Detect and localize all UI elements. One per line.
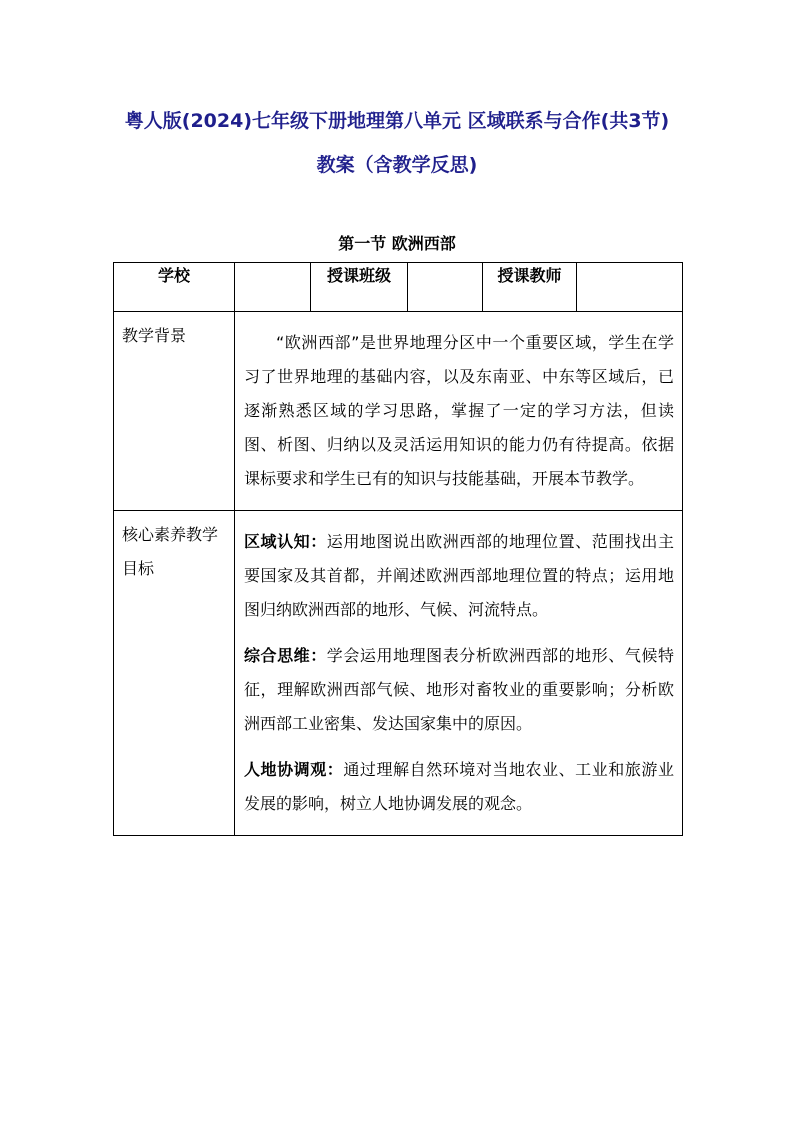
goal-heading: 区域认知： [244, 532, 327, 551]
document-title-line2: 教案（含教学反思) [316, 154, 478, 176]
goal-regional-cognition [244, 525, 674, 627]
goal-integrated-thinking [244, 639, 674, 741]
teacher-label: 授课教师 [483, 263, 577, 312]
goal-text: 通过理解自然环境对当地农业、工业和旅游业发展的影响，树立人地协调发展的观念。 [244, 760, 674, 813]
teacher-value [577, 263, 683, 312]
goals-label-cell [114, 511, 235, 836]
goals-row [114, 511, 683, 836]
goals-label: 核心素养教学目标 [122, 525, 219, 578]
goal-text: 学会运用地理图表分析欧洲西部的地形、气候特征，理解欧洲西部气候、地形对畜牧业的重要影响；分析欧洲西部工业密集、发达国家集中的原因。 [244, 646, 674, 733]
goal-heading: 人地协调观： [244, 760, 344, 779]
school-value [235, 263, 311, 312]
goals-content-cell [235, 511, 683, 836]
section-title: 第一节 欧洲西部 [338, 234, 456, 253]
goal-text: 运用地图说出欧洲西部的地理位置、范围找出主要国家及其首都，并阐述欧洲西部地理位置的特点；运用地图归纳欧洲西部的地形、气候、河流特点。 [244, 532, 674, 619]
background-content-cell [235, 312, 683, 511]
background-row [114, 312, 683, 511]
background-label-cell [114, 312, 235, 511]
class-value [408, 263, 483, 312]
school-label: 学校 [114, 263, 235, 312]
document-title-line1: 粤人版(2024)七年级下册地理第八单元 区域联系与合作(共3节) [124, 110, 670, 132]
lesson-plan-table [113, 262, 683, 836]
goal-heading: 综合思维： [244, 646, 327, 665]
goal-human-land-harmony [244, 753, 674, 821]
background-label: 教学背景 [122, 326, 187, 345]
background-text: “欧洲西部”是世界地理分区中一个重要区域，学生在学习了世界地理的基础内容，以及东南亚、中东等区域后，已逐渐熟悉区域的学习思路，掌握了一定的学习方法，但读图、析图、归纳以及灵活运用知识的能力仍有待提高。依据课标要求和学生已有的知识与技能基础，开展本节教学。 [244, 333, 674, 488]
table-header-row [114, 263, 683, 312]
class-label: 授课班级 [311, 263, 408, 312]
